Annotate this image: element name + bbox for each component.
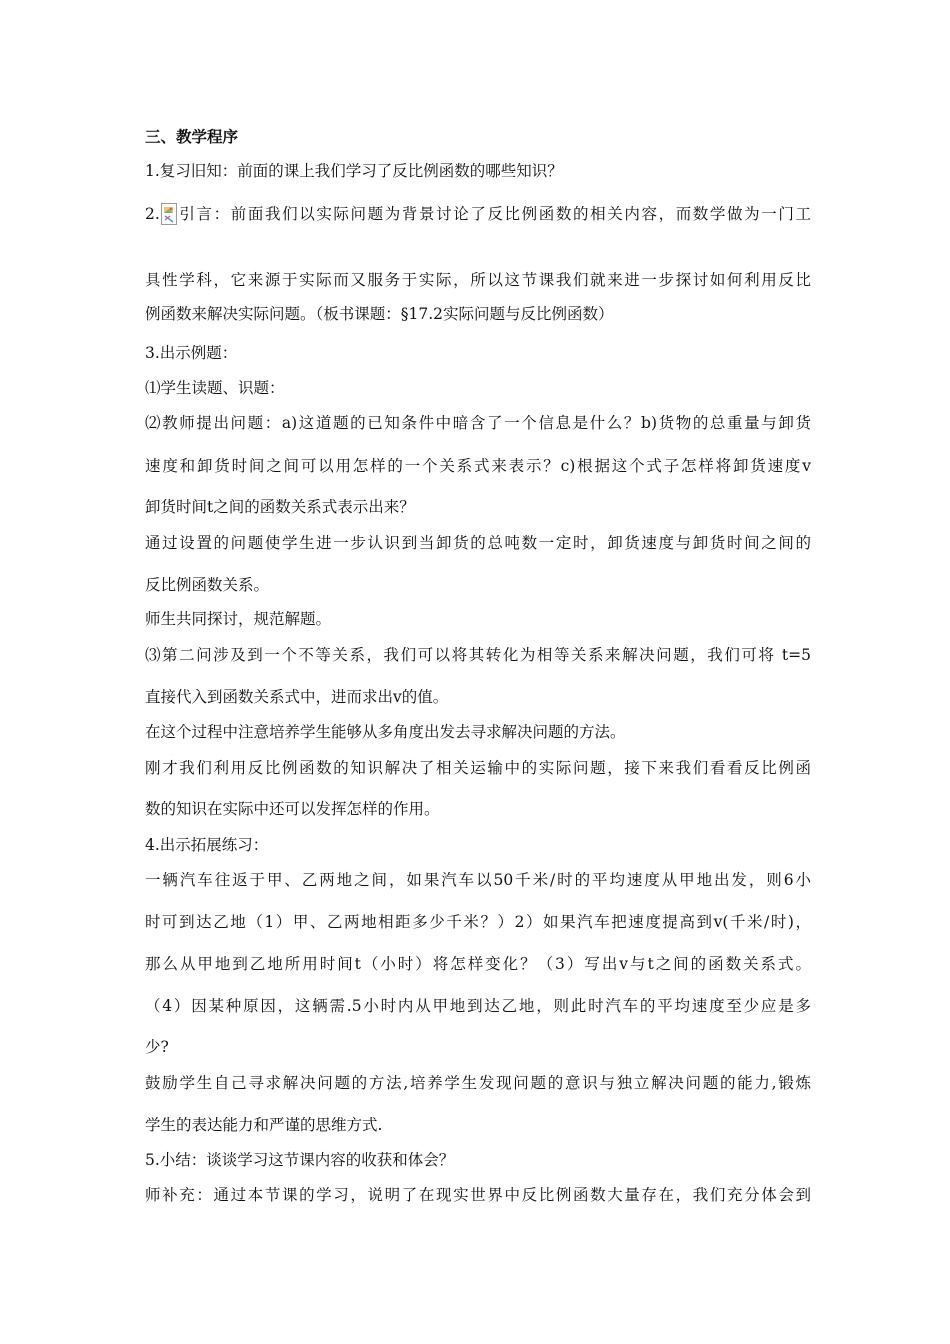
text-line: 通过设置的问题使学生进一步认识到当卸货的总吨数一定时，卸货速度与卸货时间之间的 [145, 534, 811, 552]
broken-image-icon [161, 203, 177, 225]
text-segment: 引言：前面我们以实际问题为背景讨论了反比例函数的相关内容，而数学做为一门工 [177, 205, 811, 223]
text-line: 直接代入到函数关系式中，进而求出v的值。 [145, 688, 449, 706]
text-line: 3.出示例题： [145, 344, 238, 362]
text-line: 例函数来解决实际问题。（板书课题：§17.2实际问题与反比例函数） [145, 305, 614, 323]
text-line-with-image [145, 203, 811, 225]
text-line: 师生共同探讨，规范解题。 [145, 610, 332, 628]
text-line: 卸货时间t之间的函数关系式表示出来？ [145, 498, 415, 516]
text-line: 一辆汽车往返于甲、乙两地之间，如果汽车以50千米/时的平均速度从甲地出发，则6小 [145, 871, 811, 889]
text-line: 速度和卸货时间之间可以用怎样的一个关系式来表示？c)根据这个式子怎样将卸货速度v [145, 457, 811, 475]
text-line: ⑶第二问涉及到一个不等关系，我们可以将其转化为相等关系来解决问题，我们可将 t=5 [145, 646, 811, 664]
text-line: （4）因某种原因，这辆需.5小时内从甲地到达乙地，则此时汽车的平均速度至少应是多 [145, 997, 811, 1015]
text-line: 少? [145, 1038, 169, 1056]
text-line: 反比例函数关系。 [145, 576, 270, 594]
text-line: ⑵教师提出问题：a)这道题的已知条件中暗含了一个信息是什么？b)货物的总重量与卸货 [145, 414, 811, 432]
text-line: 1.复习旧知：前面的课上我们学习了反比例函数的哪些知识？ [145, 162, 563, 180]
text-line: 鼓励学生自己寻求解决问题的方法,培养学生发现问题的意识与独立解决问题的能力,锻炼 [145, 1074, 811, 1092]
text-line: 刚才我们利用反比例函数的知识解决了相关运输中的实际问题，接下来我们看看反比例函 [145, 759, 811, 777]
text-line: 5.小结：谈谈学习这节课内容的收获和体会？ [145, 1151, 455, 1169]
text-line: 具性学科，它来源于实际而又服务于实际，所以这节课我们就来进一步探讨如何利用反比 [145, 271, 811, 289]
text-line: 数的知识在实际中还可以发挥怎样的作用。 [145, 800, 440, 818]
section-heading: 三、教学程序 [145, 128, 239, 146]
text-line: 在这个过程中注意培养学生能够从多角度出发去寻求解决问题的方法。 [145, 723, 626, 741]
text-line: 师补充：通过本节课的学习，说明了在现实世界中反比例函数大量存在，我们充分体会到 [145, 1186, 811, 1204]
text-line: 那么从甲地到乙地所用时间t（小时）将怎样变化？（3）写出v与t之间的函数关系式。 [145, 955, 811, 973]
text-line: ⑴学生读题、识题： [145, 379, 285, 397]
item-number: 2. [145, 205, 160, 223]
text-line: 时可到达乙地（1）甲、乙两地相距多少千米？）2）如果汽车把速度提高到v(千米/时)， [145, 913, 811, 931]
document-page [145, 0, 811, 1344]
text-line: 学生的表达能力和严谨的思维方式. [145, 1116, 383, 1134]
text-line: 4.出示拓展练习： [145, 836, 269, 854]
